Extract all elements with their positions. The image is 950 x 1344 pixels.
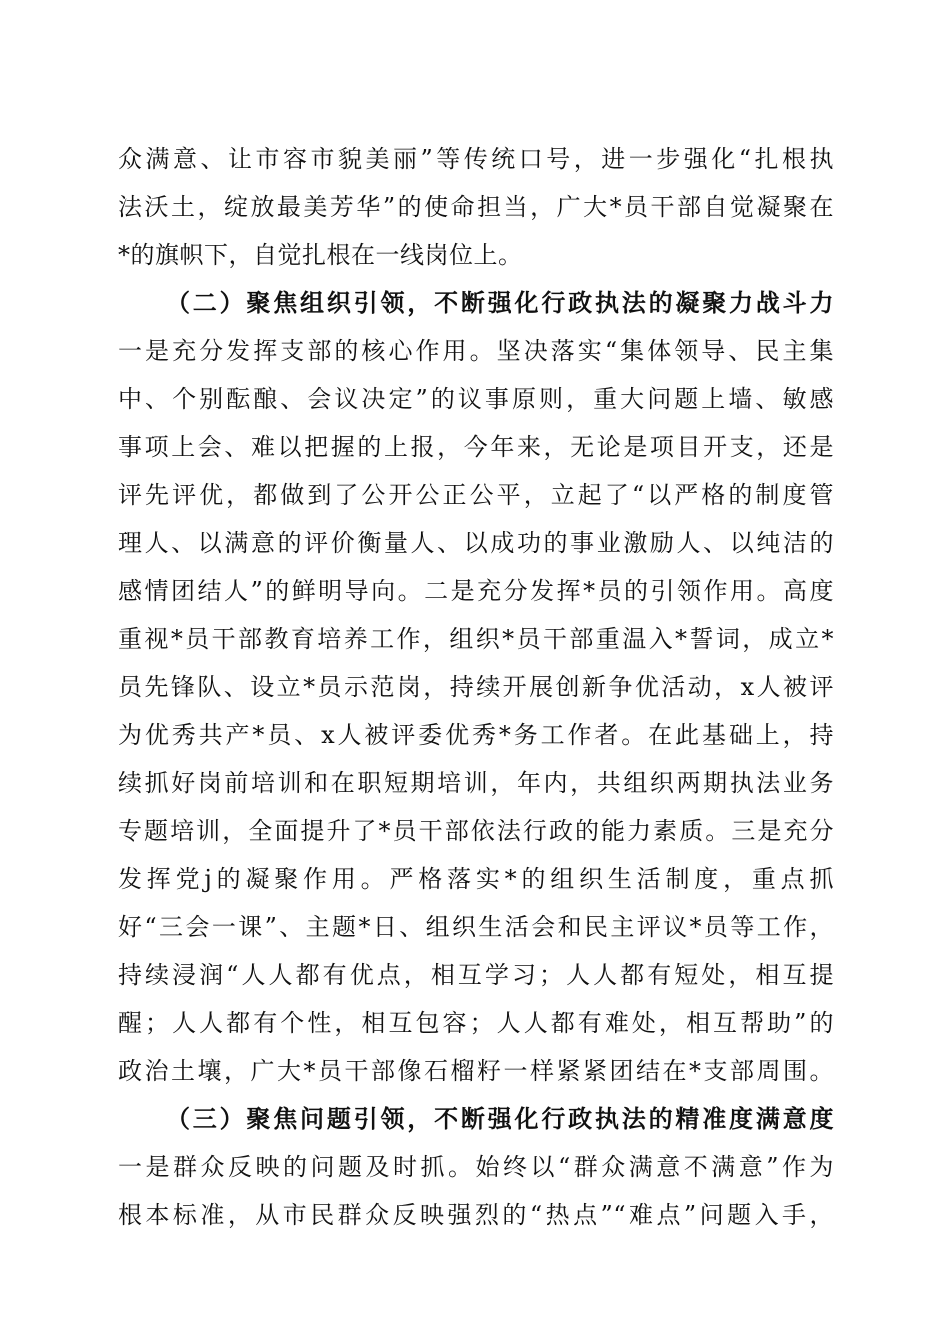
body-text-line: 政治土壤，广大*员干部像石榴籽一样紧紧团结在*支部周围。 — [118, 1057, 834, 1085]
body-text-line: 感情团结人”的鲜明导向。二是充分发挥*员的引领作用。高度 — [118, 577, 834, 605]
body-text-line: 评先评优，都做到了公开公正公平，立起了“以严格的制度管 — [118, 481, 834, 509]
body-text-line: 事项上会、难以把握的上报，今年来，无论是项目开支，还是 — [118, 433, 834, 461]
body-text-line: 重视*员干部教育培养工作，组织*员干部重温入*誓词，成立* — [118, 625, 834, 653]
body-text-line: 续抓好岗前培训和在职短期培训，年内，共组织两期执法业务 — [118, 769, 834, 797]
body-text-line: 法沃土，绽放最美芳华”的使命担当，广大*员干部自觉凝聚在 — [118, 193, 834, 221]
body-text-line: 一是充分发挥支部的核心作用。坚决落实“集体领导、民主集 — [118, 337, 834, 365]
body-text-line: 好“三会一课”、主题*日、组织生活会和民主评议*员等工作， — [118, 913, 834, 941]
body-text-line: 员先锋队、设立*员示范岗，持续开展创新争优活动，x人被评 — [118, 673, 834, 701]
section-heading: （三）聚焦问题引领，不断强化行政执法的精准度满意度 — [166, 1104, 834, 1133]
body-text-line: *的旗帜下，自觉扎根在一线岗位上。 — [118, 241, 523, 269]
body-text-line: 专题培训，全面提升了*员干部依法行政的能力素质。三是充分 — [118, 817, 834, 845]
body-text-line: 持续浸润“人人都有优点，相互学习；人人都有短处，相互提 — [118, 961, 834, 989]
body-text-line: 众满意、让市容市貌美丽”等传统口号，进一步强化“扎根执 — [118, 145, 834, 173]
body-text-line: 发挥党j的凝聚作用。严格落实*的组织生活制度，重点抓 — [118, 865, 834, 893]
body-text-line: 为优秀共产*员、x人被评委优秀*务工作者。在此基础上，持 — [118, 721, 834, 749]
body-text-line: 醒；人人都有个性，相互包容；人人都有难处，相互帮助”的 — [118, 1009, 834, 1037]
body-text-line: 一是群众反映的问题及时抓。始终以“群众满意不满意”作为 — [118, 1153, 834, 1181]
body-text-line: 理人、以满意的评价衡量人、以成功的事业激励人、以纯洁的 — [118, 529, 834, 557]
body-text-line: 中、个别酝酿、会议决定”的议事原则，重大问题上墙、敏感 — [118, 385, 834, 413]
body-text-line: 根本标准，从市民群众反映强烈的“热点”“难点”问题入手， — [118, 1201, 834, 1229]
section-heading: （二）聚焦组织引领，不断强化行政执法的凝聚力战斗力 — [166, 288, 834, 317]
